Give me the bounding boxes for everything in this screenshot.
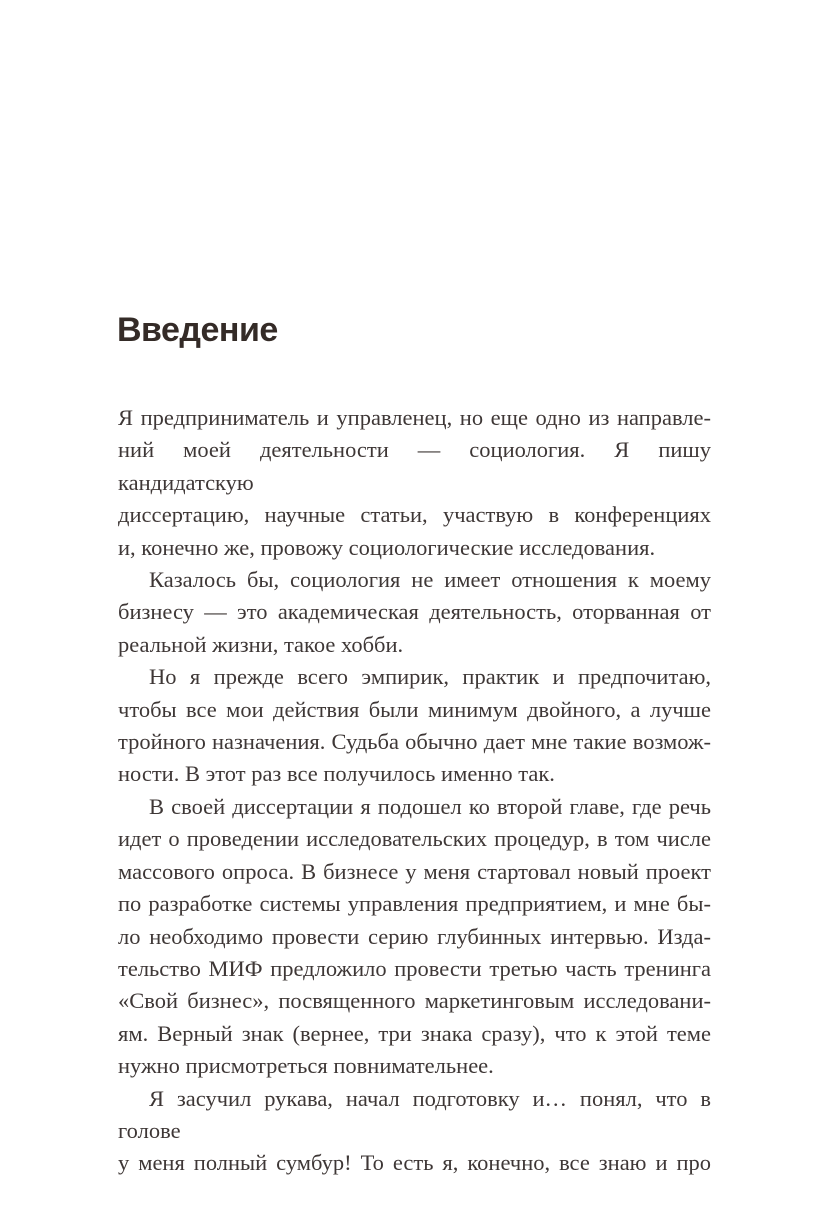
paragraph bbox=[118, 791, 711, 1083]
chapter-title: Введение bbox=[117, 310, 278, 349]
paragraph bbox=[118, 564, 711, 661]
text-line: идет о проведении исследовательских процедур, в том числе bbox=[118, 826, 711, 852]
paragraph bbox=[118, 402, 711, 564]
text-line: бизнесу — это академическая деятельность, оторванная от bbox=[118, 599, 711, 625]
text-line: Казалось бы, социология не имеет отношения к моему bbox=[149, 567, 711, 593]
text-line: и, конечно же, провожу социологические исследования. bbox=[118, 534, 656, 560]
text-line: Но я прежде всего эмпирик, практик и предпочитаю, bbox=[149, 664, 711, 690]
text-line: массового опроса. В бизнесе у меня стартовал новый проект bbox=[118, 858, 711, 884]
text-line: В своей диссертации я подошел ко второй главе, где речь bbox=[149, 793, 711, 819]
text-line: ям. Верный знак (вернее, три знака сразу), что к этой теме bbox=[118, 1020, 711, 1046]
text-line: диссертацию, научные статьи, участвую в конференциях bbox=[118, 502, 711, 528]
text-line: у меня полный сумбур! То есть я, конечно, все знаю и про bbox=[118, 1150, 711, 1176]
paragraph bbox=[118, 1083, 711, 1180]
text-line: тройного назначения. Судьба обычно дает мне такие возмож- bbox=[118, 729, 711, 755]
text-line: чтобы все мои действия были минимум двойного, а лучше bbox=[118, 696, 711, 722]
text-line: по разработке системы управления предприятием, и мне бы- bbox=[118, 891, 711, 917]
text-line: ло необходимо провести серию глубинных интервью. Изда- bbox=[118, 923, 711, 949]
text-line: «Свой бизнес», посвященного маркетинговым исследовани- bbox=[118, 988, 711, 1014]
text-line: ний моей деятельности — социология. Я пишу кандидатскую bbox=[118, 437, 711, 495]
text-line: Я предприниматель и управленец, но еще одно из направле- bbox=[118, 405, 711, 430]
text-line: Я засучил рукава, начал подготовку и… понял, что в голове bbox=[118, 1085, 711, 1143]
body-text bbox=[118, 402, 711, 1180]
text-line: реальной жизни, такое хобби. bbox=[118, 631, 404, 657]
paragraph bbox=[118, 661, 711, 791]
text-line: нужно присмотреться повнимательнее. bbox=[118, 1053, 494, 1079]
text-line: ности. В этот раз все получилось именно так. bbox=[118, 761, 555, 787]
text-line: тельство МИФ предложило провести третью часть тренинга bbox=[118, 955, 711, 981]
